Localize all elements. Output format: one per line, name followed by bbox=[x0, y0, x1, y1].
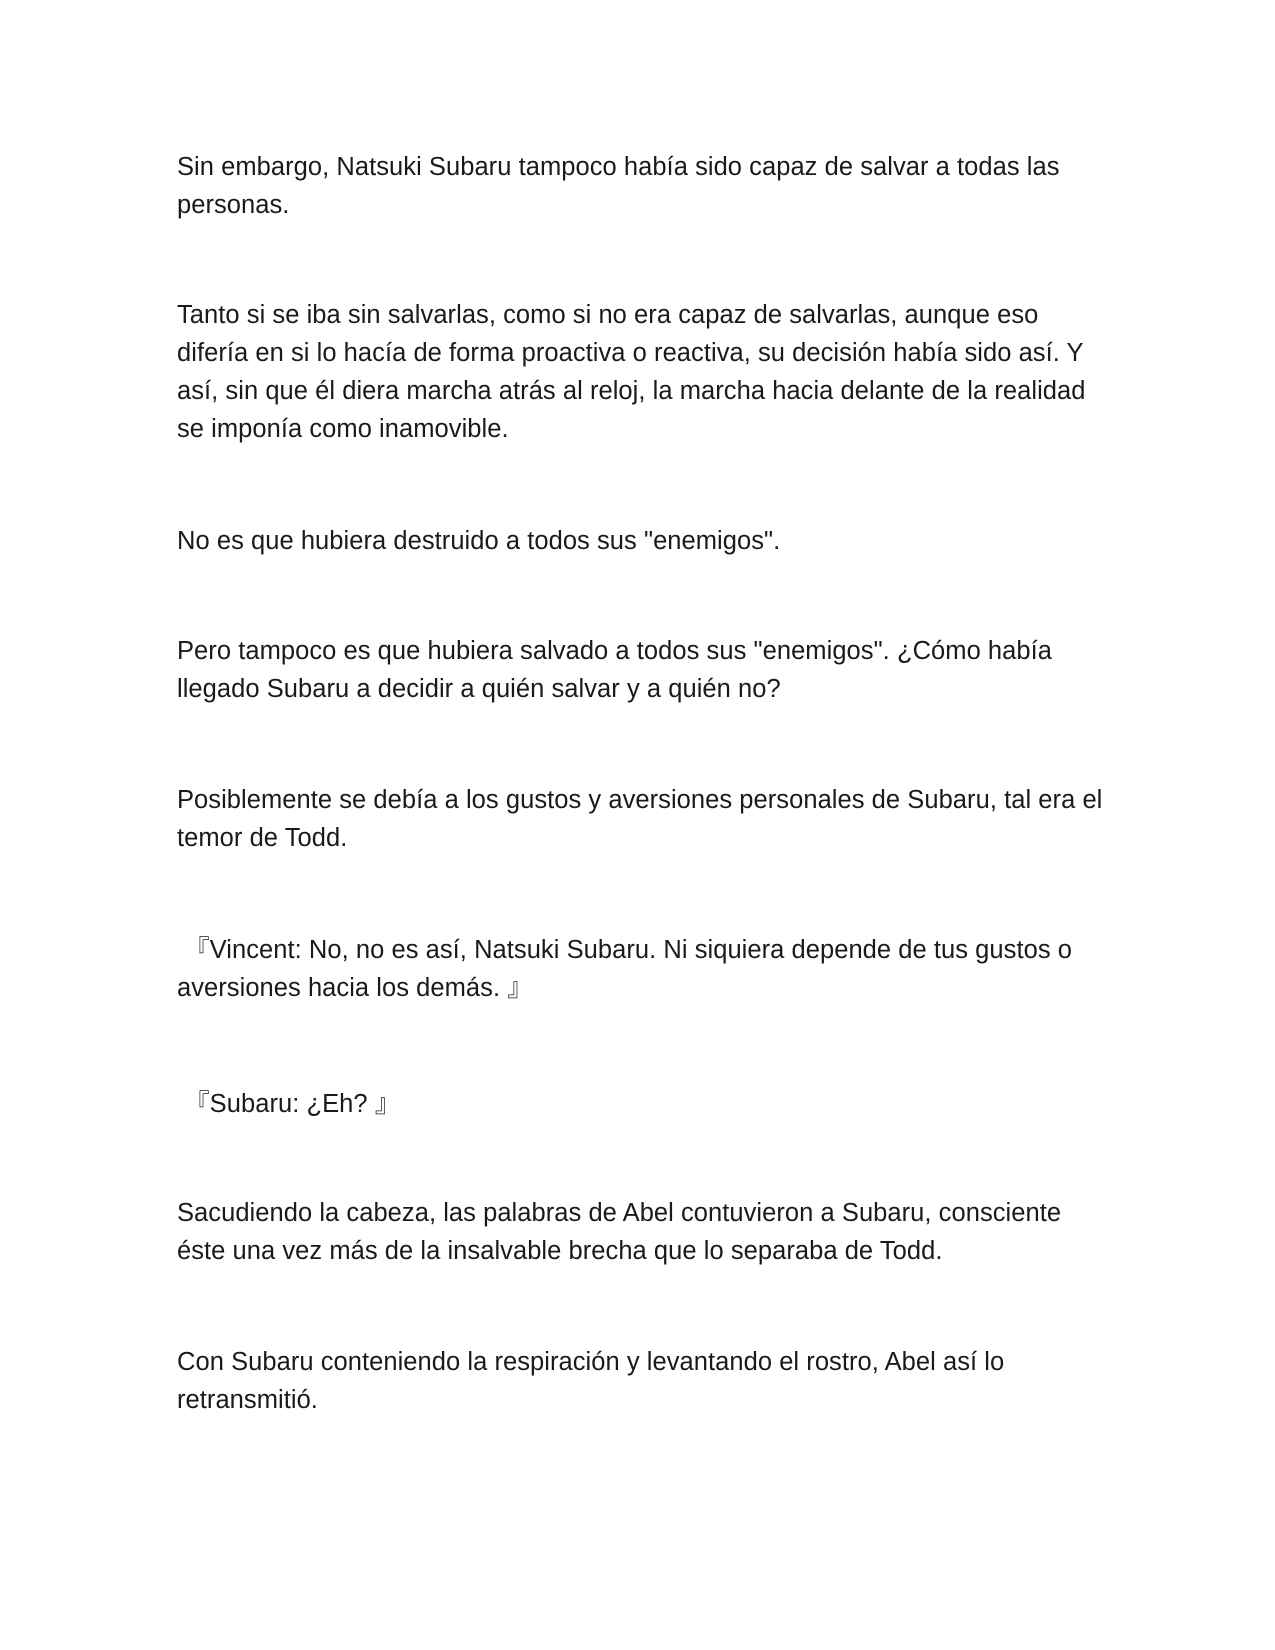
paragraph: Pero tampoco es que hubiera salvado a todos sus "enemigos". ¿Cómo había llegado Subaru a decidir a quién salvar y a quién no? bbox=[177, 637, 1052, 703]
dialogue-line-subaru: 『Subaru: ¿Eh? 』 bbox=[177, 1090, 401, 1118]
paragraph: Con Subaru conteniendo la respiración y levantando el rostro, Abel así lo retransmitió. bbox=[177, 1348, 1005, 1414]
paragraph: No es que hubiera destruido a todos sus "enemigos". bbox=[177, 527, 781, 555]
paragraph: Tanto si se iba sin salvarlas, como si no era capaz de salvarlas, aunque eso difería en si lo hacía de forma proactiva o reactiva, su decisión había sido así. Y así, sin que él diera marcha atrás al reloj, la marcha hacia delante de la realidad se imponía como inamovible. bbox=[177, 301, 1086, 443]
paragraph: Posiblemente se debía a los gustos y aversiones personales de Subaru, tal era el temor de Todd. bbox=[177, 786, 1103, 852]
dialogue-line-vincent: 『Vincent: No, no es así, Natsuki Subaru. Ni siquiera depende de tus gustos o aversiones hacia los demás. 』 bbox=[177, 936, 1072, 1002]
paragraph: Sin embargo, Natsuki Subaru tampoco había sido capaz de salvar a todas las personas. bbox=[177, 153, 1060, 219]
paragraph: Sacudiendo la cabeza, las palabras de Abel contuvieron a Subaru, consciente éste una vez más de la insalvable brecha que lo separaba de Todd. bbox=[177, 1199, 1062, 1265]
